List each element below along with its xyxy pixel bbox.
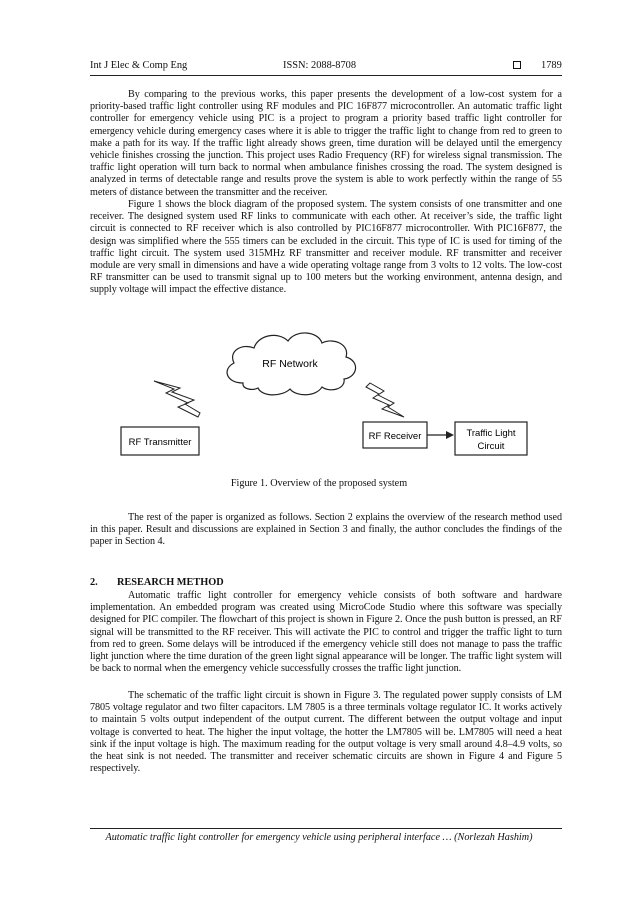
page-number: 1789 (541, 60, 562, 71)
paragraph-figure-description: Figure 1 shows the block diagram of the proposed system. The system consists of one transmitter and one receiver. The designed system used RF links to communicate with each other. At receiver’s side, the traffic light circuit is connected to RF receiver which is also controlled by PIC16F877 microcontroller. With PIC16F877, the design was simplified where the 555 timers can be excluded in the circuit. This type of IC is used for timing of the traffic light circuit. The system used 315MHz RF transmitter and receiver module. RF transmitter and receiver module are very small in dimensions and have a wide operating voltage range from 3 volts to 12 volts. The low-cost RF transmitter can be used to transmit signal up to 100 meters but the working environment, antenna design, and supply voltage will impact the effective distance. (90, 199, 562, 296)
section-2-heading (90, 577, 224, 589)
header-rule (90, 75, 562, 76)
footer-rule (90, 828, 562, 829)
paragraph-research-method: Automatic traffic light controller for emergency vehicle consists of both software and hardware implementation. An embedded program was created using MicroCode Studio where this software was specially designed for PIC compiler. The flowchart of this project is shown in Figure 2. Once the push button is pressed, an RF signal will be transmitted to the RF receiver. This will activate the PIC to control and trigger the traffic light to turn from red to green. Some delays will be introduced if the emergency vehicle still does not manage to pass the traffic light junction where the time duration of the green light signal appearance will be longer. The traffic light system will be back to normal when the emergency vehicle successfully crosses the traffic light junction. (90, 590, 562, 675)
arrow-right-icon (446, 431, 454, 439)
cloud-label: RF Network (262, 358, 318, 370)
issn: ISSN: 2088-8708 (283, 60, 357, 71)
journal-name: Int J Elec & Comp Eng (90, 60, 188, 71)
paragraph-organization: The rest of the paper is organized as follows. Section 2 explains the overview of the research method used in this paper. Result and discussions are explained in Section 3 and finally, the author concludes the findings of the paper in Section 4. (90, 512, 562, 548)
figure-1-caption: Figure 1. Overview of the proposed system (230, 478, 408, 489)
checkbox-square-icon (513, 61, 521, 69)
paragraph-intro: By comparing to the previous works, this paper presents the development of a low-cost system for a priority-based traffic light controller using RF modules and PIC 16F877 microcontroller. An automatic traffic light controller for emergency vehicle using PIC is a project to program a priority based traffic light controller for emergency vehicle during emergency cases where it is able to trigger the traffic light to change from red to green to make a path for its way. If the traffic light already shows green, time duration will be delayed until the emergency vehicle finishes crossing the junction. This project uses Radio Frequency (RF) for wireless signal transmission. The traffic light operation will turn back to normal when ambulance finishes crossing the road. The system designed is analyzed in terms of detectable range and results prove the system is able to work perfectly within the range of 55 meters of distance between the transmitter and the receiver. (90, 89, 562, 198)
page-footer: Automatic traffic light controller for emergency vehicle using peripheral interface … (Norlezah Hashim) (105, 832, 533, 843)
right-lightning-icon (366, 383, 404, 417)
section-number: 2. (90, 577, 98, 588)
figure-1-block-diagram (118, 325, 548, 465)
block-diagram-svg (118, 325, 548, 465)
section-title: RESEARCH METHOD (117, 577, 224, 588)
left-lightning-icon (154, 381, 200, 417)
traffic-light-label-line2: Circuit (477, 441, 505, 452)
rf-receiver-label: RF Receiver (368, 431, 422, 442)
traffic-light-label-line1: Traffic Light (466, 428, 516, 439)
rf-transmitter-label: RF Transmitter (128, 437, 192, 448)
paragraph-schematic: The schematic of the traffic light circuit is shown in Figure 3. The regulated power supply consists of LM 7805 voltage regulator and two filter capacitors. LM 7805 is a three terminals voltage regulator IC. It works actively to maintain 5 volts output independent of the output current. The different between the output voltage and input voltage is converted to heat. The higher the input voltage, the hotter the LM7805 will be. LM7805 will need a heat sink if the input voltage is high. The maximum reading for the output voltage is very small around 4.8–4.9 volts, so the heat sink is not needed. The transmitter and receiver schematic circuits are shown in Figure 4 and Figure 5 respectively. (90, 690, 562, 775)
